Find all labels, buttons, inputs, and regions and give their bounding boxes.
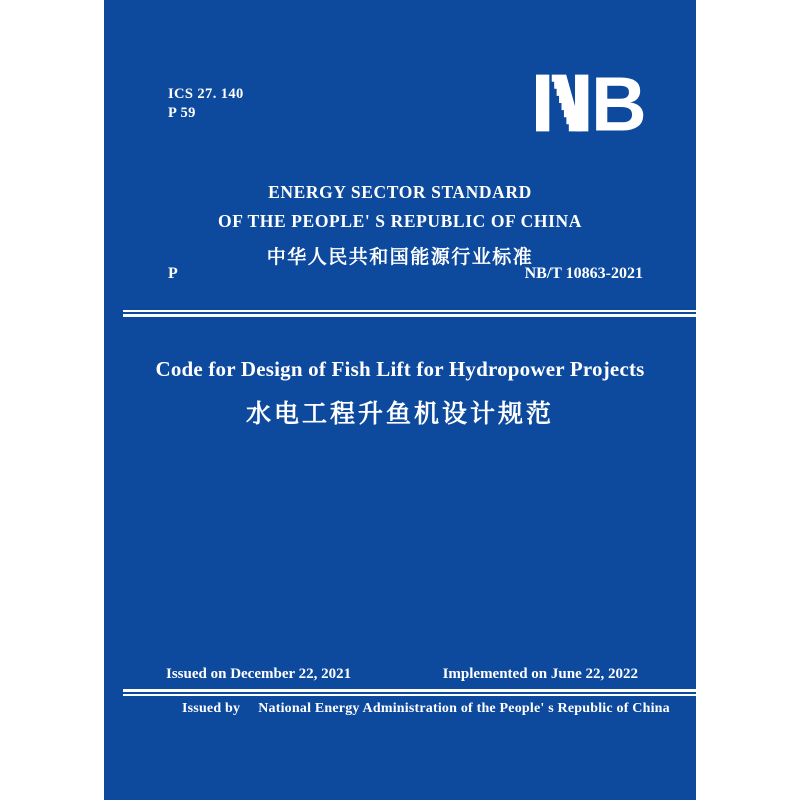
implemented-date: Implemented on June 22, 2022 — [442, 666, 638, 682]
issued-date: Issued on December 22, 2021 — [166, 666, 352, 682]
document-title-cn: 水电工程升鱼机设计规范 — [245, 401, 554, 428]
bottom-divider-rule — [123, 689, 696, 696]
document-title-block — [104, 357, 696, 430]
top-rule-thick-line — [123, 314, 696, 317]
standard-code-row — [168, 265, 643, 283]
standard-header-cn: 中华人民共和国能源行业标准 — [266, 247, 534, 268]
issuer-row — [182, 701, 686, 717]
document-class-code: P 59 — [168, 105, 196, 121]
standard-header-en-line1: ENERGY SECTOR STANDARD — [268, 182, 532, 202]
class-letter: P — [168, 265, 178, 282]
standard-header — [104, 178, 696, 269]
ics-classification-block — [168, 85, 244, 123]
nb-logo-b-letter: B — [591, 74, 646, 132]
document-title-en: Code for Design of Fish Lift for Hydropower Projects — [155, 357, 645, 381]
standard-number: NB/T 10863-2021 — [524, 265, 643, 282]
top-divider-rule — [123, 310, 696, 317]
bottom-rule-thin-line — [123, 694, 696, 696]
standard-cover-page — [104, 0, 696, 800]
ics-code: ICS 27. 140 — [168, 86, 244, 102]
issuer-name: National Energy Administration of the People' s Republic of China — [258, 701, 670, 716]
dates-row — [166, 666, 638, 683]
nb-standard-logo — [536, 74, 646, 132]
nb-logo-icon — [536, 74, 646, 132]
standard-header-en-line2: OF THE PEOPLE' S REPUBLIC OF CHINA — [218, 211, 582, 231]
issued-by-label: Issued by — [182, 701, 241, 716]
